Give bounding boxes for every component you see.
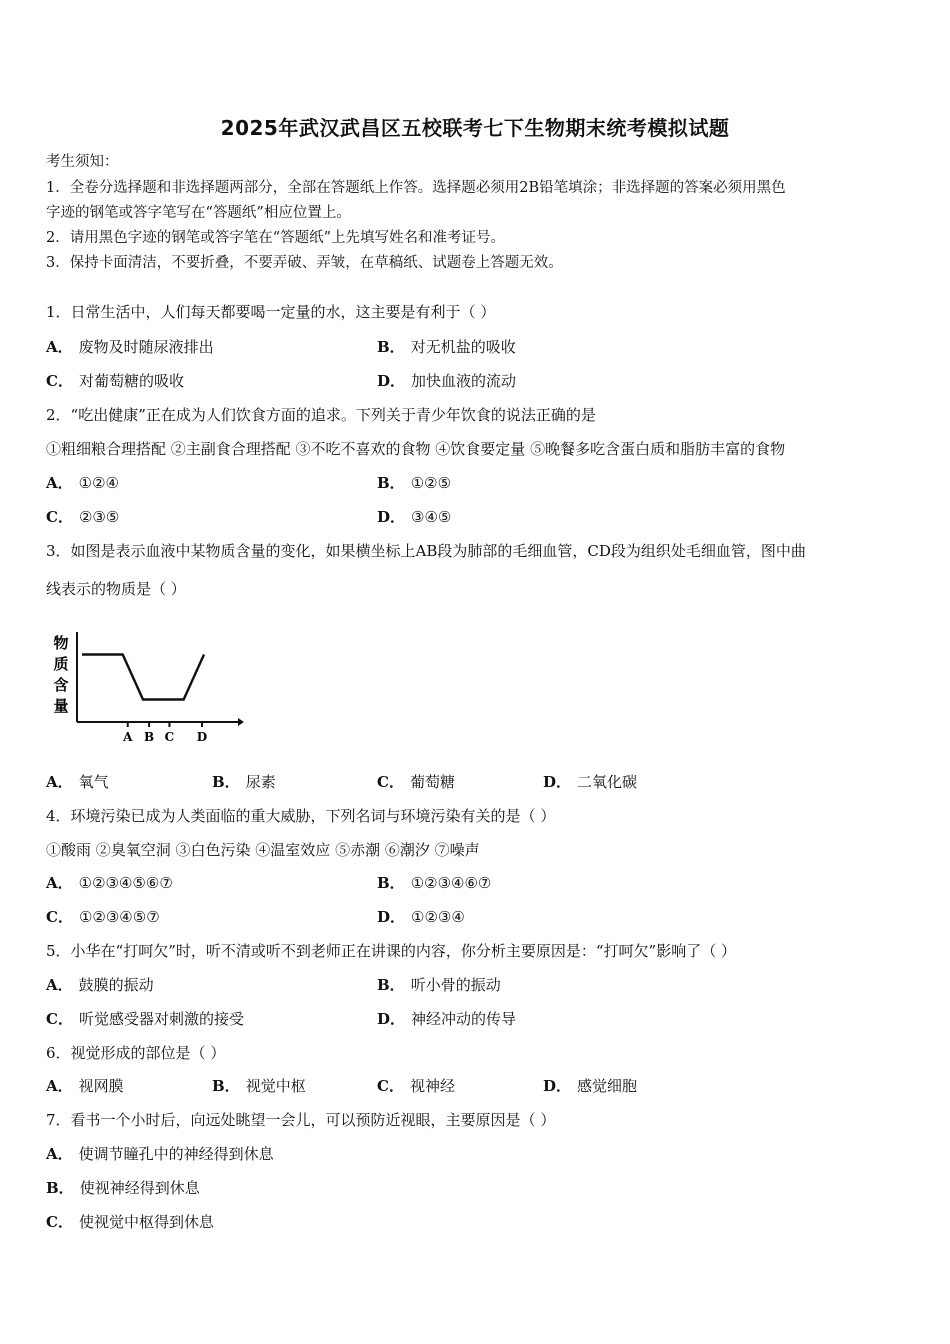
question-stem: 2．“吃出健康”正在成为人们饮食方面的追求。下列关于青少年饮食的说法正确的是 — [46, 406, 596, 424]
y-axis-label-char: 质 — [53, 655, 69, 673]
option-a: A． 鼓膜的振动 — [46, 976, 154, 994]
option-b: B． 视觉中枢 — [212, 1077, 306, 1095]
option-b: B． ①②③④⑥⑦ — [377, 874, 492, 892]
notice-heading: 考生须知： — [46, 154, 119, 170]
question-stem: 1．日常生活中，人们每天都要喝一定量的水，这主要是有利于（ ） — [46, 303, 496, 321]
option-c: C． 对葡萄糖的吸收 — [46, 372, 184, 390]
x-axis-arrow — [238, 718, 244, 726]
option-b: B． 对无机盐的吸收 — [377, 338, 516, 356]
option-d: D． ①②③④ — [377, 908, 465, 926]
x-tick-label: A — [123, 730, 133, 744]
option-c: C． ②③⑤ — [46, 508, 120, 526]
option-c: C． 视神经 — [377, 1077, 455, 1095]
page-title: 2025年武汉武昌区五校联考七下生物期末统考模拟试题 — [220, 116, 730, 140]
question-stem: 3．如图是表示血液中某物质含量的变化，如果横坐标上AB段为肺部的毛细血管，CD段为组织处毛细血管，图中曲 — [46, 542, 806, 560]
option-a: A． 视网膜 — [46, 1077, 124, 1095]
x-tick-label: B — [144, 730, 155, 744]
series-line — [82, 655, 204, 700]
question-stem: 5．小华在“打呵欠”时，听不清或听不到老师正在讲课的内容，你分析主要原因是：“打呵欠”影响了（ ） — [46, 942, 736, 960]
option-b: B． 使视神经得到休息 — [46, 1179, 200, 1197]
x-tick-label: D — [196, 730, 208, 744]
option-d: D． 二氧化碳 — [543, 773, 638, 791]
option-d: D． ③④⑤ — [377, 508, 452, 526]
option-a: A． 使调节瞳孔中的神经得到休息 — [46, 1145, 274, 1163]
option-c: C． ①②③④⑤⑦ — [46, 908, 160, 926]
option-d: D． 神经冲动的传导 — [377, 1010, 517, 1028]
option-d: D． 感觉细胞 — [543, 1077, 638, 1095]
y-axis-label-char: 物 — [53, 634, 69, 652]
question-stem: 6．视觉形成的部位是（ ） — [46, 1044, 226, 1062]
question-stem: 4．环境污染已成为人类面临的重大威胁，下列名词与环境污染有关的是（ ） — [46, 807, 556, 825]
option-d: D． 加快血液的流动 — [377, 372, 517, 390]
x-tick-label: C — [164, 730, 175, 744]
question-stem: 线表示的物质是（ ） — [46, 580, 186, 598]
y-axis-label-char: 量 — [53, 697, 69, 715]
notice-item: 3．保持卡面清洁，不要折叠，不要弄破、弄皱，在草稿纸、试题卷上答题无效。 — [46, 255, 563, 271]
notice-item: 字迹的钢笔或答字笔写在“答题纸”相应位置上。 — [46, 205, 351, 221]
option-c: C． 葡萄糖 — [377, 773, 455, 791]
notice-item: 2．请用黑色字迹的钢笔或答字笔在“答题纸”上先填写姓名和准考证号。 — [46, 230, 506, 246]
option-b: B． ①②⑤ — [377, 474, 452, 492]
question-sub: ①酸雨 ②臭氧空洞 ③白色污染 ④温室效应 ⑤赤潮 ⑥潮汐 ⑦噪声 — [46, 841, 480, 859]
y-axis-label-char: 含 — [53, 676, 69, 694]
option-b: B． 尿素 — [212, 773, 276, 791]
option-b: B． 听小骨的振动 — [377, 976, 501, 994]
option-a: A． 氧气 — [46, 773, 109, 791]
question-stem: 7．看书一个小时后，向远处眺望一会儿，可以预防近视眼，主要原因是（ ） — [46, 1111, 556, 1129]
option-c: C． 使视觉中枢得到休息 — [46, 1213, 214, 1231]
option-c: C． 听觉感受器对刺激的接受 — [46, 1010, 244, 1028]
question-sub: ①粗细粮合理搭配 ②主副食合理搭配 ③不吃不喜欢的食物 ④饮食要定量 ⑤晚餐多吃含蛋白质和脂肪丰富的食物 — [46, 440, 786, 458]
notice-item: 1．全卷分选择题和非选择题两部分，全部在答题纸上作答。选择题必须用2B铅笔填涂；非选择题的答案必须用黑色 — [46, 180, 786, 196]
option-a: A． 废物及时随尿液排出 — [46, 338, 214, 356]
option-a: A． ①②③④⑤⑥⑦ — [46, 874, 173, 892]
y-axis-label — [53, 634, 68, 715]
substance-content-chart — [44, 626, 244, 746]
option-a: A． ①②④ — [46, 474, 119, 492]
